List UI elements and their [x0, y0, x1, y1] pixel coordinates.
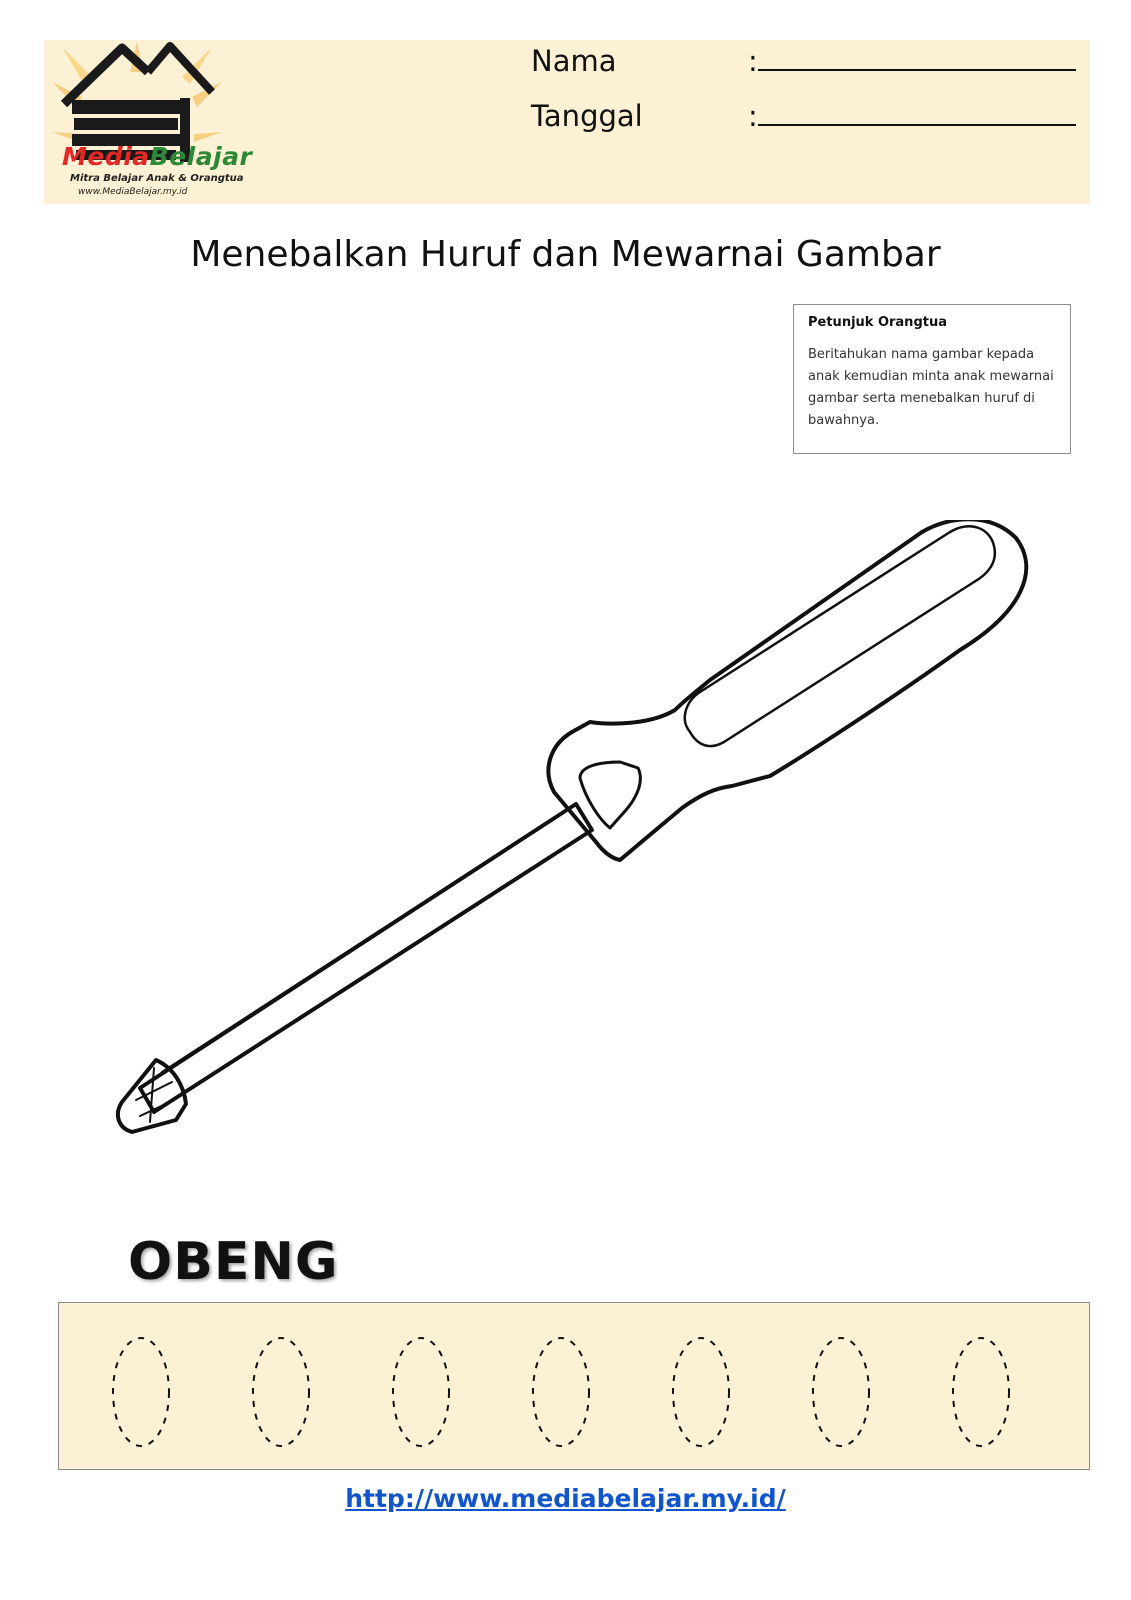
- handle-groove: [685, 526, 995, 746]
- name-label: Nama: [531, 44, 617, 78]
- instructions-body: Beritahukan nama gambar kepada anak kemudian minta anak mewarnai gambar serta menebalkan huruf di bawahnya.: [808, 347, 1054, 428]
- trace-letter-o[interactable]: [529, 1333, 593, 1451]
- trace-letter-o[interactable]: [249, 1333, 313, 1451]
- target-word: OBENG: [128, 1232, 339, 1292]
- shaft-highlight: [162, 820, 550, 1072]
- website-link[interactable]: http://www.mediabelajar.my.id/: [345, 1484, 786, 1513]
- logo-tagline: Mitra Belajar Anak & Orangtua: [70, 173, 244, 184]
- logo-name: MediaBelajar: [62, 142, 253, 171]
- date-field[interactable]: :: [748, 99, 1080, 133]
- parent-instructions-box: [793, 304, 1071, 454]
- trace-letter-o[interactable]: [949, 1333, 1013, 1451]
- trace-letter-o[interactable]: [109, 1333, 173, 1451]
- trace-letter-o[interactable]: [669, 1333, 733, 1451]
- handle-socket: [580, 762, 640, 828]
- shaft-outline: [140, 804, 592, 1112]
- trace-letter-o[interactable]: [389, 1333, 453, 1451]
- screwdriver-icon[interactable]: [110, 520, 1040, 1180]
- date-label: Tanggal: [531, 99, 643, 133]
- page-title: Menebalkan Huruf dan Mewarnai Gambar: [190, 234, 941, 275]
- logo-url: www.MediaBelajar.my.id: [78, 187, 188, 197]
- handle-outline: [548, 520, 1026, 860]
- tracing-panel: [58, 1302, 1090, 1470]
- instructions-title: Petunjuk Orangtua: [808, 315, 947, 330]
- name-field[interactable]: :: [748, 44, 1080, 78]
- trace-letter-o[interactable]: [809, 1333, 873, 1451]
